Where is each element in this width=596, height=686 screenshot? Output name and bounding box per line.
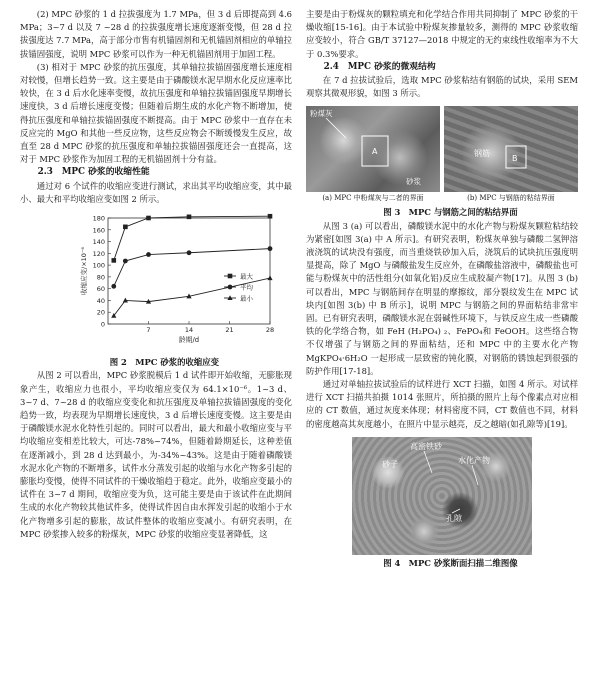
y-tick-label: 0: [100, 320, 105, 329]
data-point: [123, 225, 128, 230]
y-tick-label: 140: [92, 238, 105, 247]
legend-label: 平均: [240, 283, 253, 292]
section-heading: 2.4 MPC 砂浆的微观结构: [323, 61, 436, 72]
data-point: [146, 216, 151, 221]
paragraph: 通过对单轴拉拔试验后的试样进行 XCT 扫描，如图 4 所示。对试样进行 XCT 扫描共拍摄 1014 张照片，所拍摄的照片上每个像素点对应相应的 CT 数值，通过灰度来体现；材料密度不同，CT 数值也不同，材料的密度越高其灰度越小，在照片中显示越亮，反之越暗(如孔隙等)[19]。: [306, 379, 578, 429]
right-column: [306, 8, 578, 570]
figure-caption: 图 4 MPC 砂浆断面扫描二维图像: [383, 557, 518, 568]
paragraph: 从图 3 (a) 可以看出，磷酸镁水泥中的水化产物与粉煤灰颗粒粘结较为紧密[如图 3(a) 中 A 所示]。有研究表明，粉煤灰单独与磷酸二氢钾溶液浇筑的试块没有强度，而当重烧铁砂加入后，浇筑后的试块抗压强度明显提高，除了 MgO 与磷酸盐发生反应外，在磷酸盐溶液中，磷酸盐也可能与粉煤灰中的活性组分(如氧化铝)反应生成胶凝产物[17]。从图 3 (b) 可以看出，MPC 与钢筋间存在明显的摩擦纹，部分裂纹发生在 MPC 试块内[如图 3(b) 中 B 所示]，说明 MPC 与钢筋之间的界面粘结非常牢固。已有研究表明，磷酸镁水泥在弱碱性环境下，与铁反应生成一些磷酸铁的化学络合物，如 FeH (H₂PO₄) ₂、FePO₄和 FeOOH。这些络合物不仅增强了与钢筋之间的界面粘结，还和 MPC 中的主要水化产物 MgKPO₄·6H₂O 一起形成一层致密的钝化膜，对钢筋的锈蚀起到很强的防护作用[17-18]。: [306, 220, 578, 376]
data-point: [268, 246, 273, 251]
paragraph: (2) MPC 砂浆的 1 d 拉拔强度为 1.7 MPa，但 3 d 后即提高到 4.6 MPa；3~7 d 以及 7 ~28 d 的拉拔强度增长速度逐渐变慢，但 28 d 拉拔强度达 7.7 MPa，高于部分市售有机锚固剂和无机锚固剂相应的单轴拉拔锚固强度，说明 MPC 砂浆可以作为一种无机锚固剂用于加固工程。: [20, 9, 292, 59]
fly-ash-label: 粉煤灰: [310, 109, 333, 119]
sand-label: 砂子: [382, 459, 398, 469]
figure-3b: [444, 106, 578, 204]
figure-3a: [306, 106, 440, 204]
paragraph: 主要是由于粉煤灰的颗粒填充和化学结合作用共同抑制了 MPC 砂浆的干燥收缩[15-16]。由于本试验中粉煤灰掺量较多，测得的 MPC 砂浆收缩应变较小，符合 GB/T 37127—2018 中规定的无约束线性收缩率为不大于 0.3%要求。: [306, 9, 578, 59]
subfigure-caption: (b) MPC 与钢筋的粘结界面: [467, 194, 555, 203]
figure-caption: 图 2 MPC 砂浆的收缩应变: [109, 357, 220, 368]
data-point: [187, 250, 192, 255]
data-point: [187, 215, 192, 220]
series-line: [114, 249, 270, 287]
section-heading: 2.3 MPC 砂浆的收缩性能: [37, 167, 150, 178]
paragraph: 通过对 6 个试件的收缩应变进行测试，求出其平均收缩应变，其中最小、最大和平均收缩应变如图 2 所示。: [20, 180, 292, 204]
data-point: [267, 275, 272, 280]
legend-label: 最大: [240, 272, 253, 281]
paragraph: 在 7 d 拉拔试验后，选取 MPC 砂浆粘结有钢筋的试块，采用 SEM 观察其微观形貌，如图 3 所示。: [306, 75, 578, 99]
data-point: [111, 258, 116, 263]
y-tick-label: 100: [92, 261, 105, 270]
y-tick-label: 120: [92, 249, 105, 258]
paragraph: 从图 2 可以看出，MPC 砂浆脱模后 1 d 试件即开始收缩，无膨胀现象产生，收缩应力也很小，平均收缩应变仅为 64.1×10⁻⁶。1~3 d、3~7 d、7~28 d 的收缩应变变化和抗压强度及单轴拉拔锚固强度的变化趋势一致，均表现为早期增长速度快，3 d 后增长速度变慢。这主要是由于磷酸镁水泥水化特性引起的。同时可以看出，最大和最小收缩应变与平均收缩应变相差比较大，可达-78%~74%，但随着龄期延长，这种差值在逐渐减小，到 28 d 达到最小，为-34%~43%。这是由于随着磷酸镁水泥水化产物的不断增多，试件水分蒸发引起的收缩与水化产物多引起的膨胀均变慢，使得不同试件的干燥收缩趋于稳定。此外，收缩应变最小的试件在 3~7 d 期间，收缩应变为负，这可能主要是由于该试件在此期间生成的水化产物较其他试件多，使得试件因自由水挥发引起的收缩小于水化产物增多引起的膨胀，故试件整体的收缩应变减小。有研究表明，在 MPC 砂浆掺入较多的粉煤灰，MPC 砂浆的收缩应变显著降低，这: [20, 370, 292, 539]
y-tick-label: 80: [96, 273, 105, 282]
figure-2: [20, 212, 292, 354]
subfigure-caption: (a) MPC 中粉煤灰与二者的界面: [322, 194, 424, 203]
figure-caption: 图 3 MPC 与钢筋之间的粘结界面: [383, 207, 518, 218]
rebar-label: 钢筋: [474, 149, 490, 159]
data-point: [228, 285, 233, 290]
data-point: [228, 274, 233, 279]
x-tick-label: 28: [265, 326, 275, 335]
y-tick-label: 60: [96, 285, 105, 294]
point-b-label: B: [512, 154, 518, 164]
point-a-label: A: [372, 147, 378, 157]
series-line: [114, 216, 270, 260]
left-column: [20, 8, 292, 541]
plot-frame: [108, 218, 270, 324]
x-tick-label: 21: [225, 326, 234, 335]
y-tick-label: 20: [96, 308, 105, 317]
y-axis-label: 收缩应变/×10⁻⁶: [80, 247, 88, 296]
hydration-product-label: 水化产物: [458, 455, 490, 465]
pore-label: 孔隙: [446, 513, 462, 523]
data-point: [111, 284, 116, 289]
sem-image-rebar-interface: [444, 106, 578, 192]
data-point: [123, 298, 128, 303]
paragraph: (3) 相对于 MPC 砂浆的抗压强度，其单轴拉拔锚固强度增长速度相对较慢，但增长趋势一致。这主要是由于磷酸镁水泥早期水化反应速率比较快，在 3 d 后水化速率变慢，故抗压强度和单轴拉拔锚固强度早期增长速度快，3 d 后增长速度变慢；但随着后期生成的水化产物不断增加，使得抗压强度和单轴拉拔锚固强度不断提高。由于 MPC 砂浆中一直存在未反应完的 MgO 和其他一些反应物，这些反应物会不断缓慢发生反应，故直至 28 d MPC 砂浆的抗压强度和单轴拉拔锚固强度还会一直提高，这对于 MPC 砂浆作为加固工程的无机锚固剂十分有益。: [20, 61, 292, 165]
x-tick-label: 14: [184, 326, 194, 335]
figure-4: [306, 437, 578, 555]
mortar-label: 砂浆: [406, 177, 421, 187]
high-density-iron-sand-label: 高密铁砂: [410, 441, 442, 451]
x-axis-label: 龄期/d: [178, 336, 200, 345]
y-tick-label: 40: [96, 296, 105, 305]
data-point: [146, 252, 151, 257]
y-tick-label: 180: [92, 214, 105, 223]
xct-scan-image: [352, 437, 532, 555]
figure-3: [306, 106, 578, 204]
sem-image-fly-ash: [306, 106, 440, 192]
x-tick-label: 7: [146, 326, 151, 335]
shrinkage-chart: [20, 212, 292, 350]
y-tick-label: 160: [92, 226, 105, 235]
data-point: [268, 214, 273, 219]
data-point: [123, 259, 128, 264]
legend-label: 最小: [240, 294, 253, 303]
